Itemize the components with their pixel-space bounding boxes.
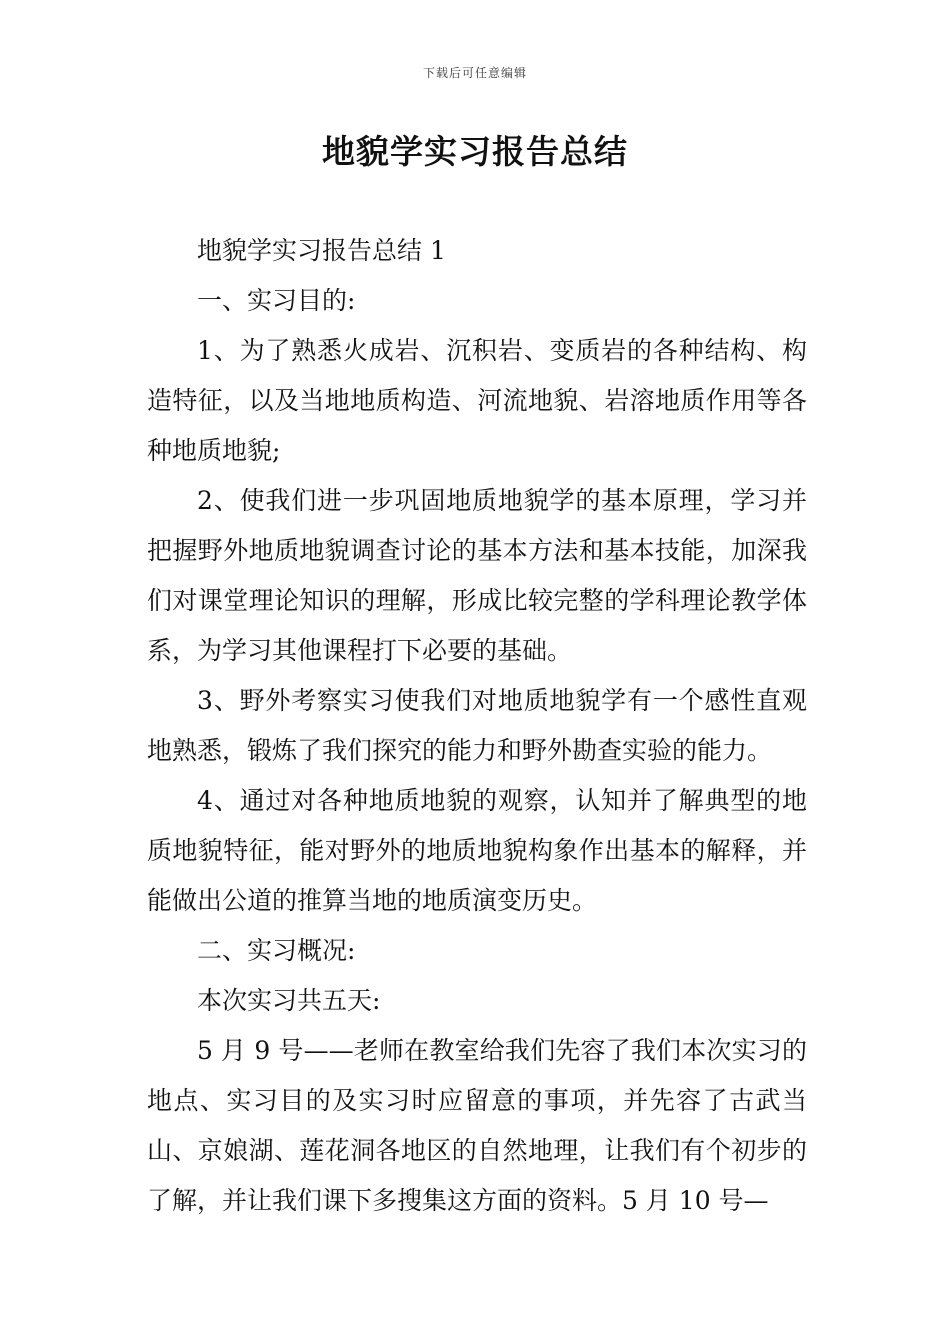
paragraph-duration: 本次实习共五天: [197,986,381,1015]
paragraph-day-1: 5 月 9 号——老师在教室给我们先容了我们本次实习的地点、实习目的及实习时应留意的事项，并先容了古武当山、京娘湖、莲花洞各地区的自然地理，让我们有个初步的了解，并让我们课下多搜集这方面的资料。5 月 10 号— [147,1036,807,1215]
paragraph-purpose-1: 1、为了熟悉火成岩、沉积岩、变质岩的各种结构、构造特征，以及当地地质构造、河流地貌、岩溶地质作用等各种地质地貌; [147,336,807,465]
paragraph-purpose-4: 4、通过对各种地质地貌的观察，认知并了解典型的地质地貌特征，能对野外的地质地貌构象作出基本的解释，并能做出公道的推算当地的地质演变历史。 [147,786,807,915]
section-heading-overview: 二、实习概况: [197,936,356,965]
paragraph-purpose-2: 2、使我们进一步巩固地质地貌学的基本原理，学习并把握野外地质地貌调查讨论的基本方法和基本技能，加深我们对课堂理论知识的理解，形成比较完整的学科理论教学体系，为学习其他课程打下必要的基础。 [147,486,807,665]
document-body [147,226,807,1226]
document-title: 地貌学实习报告总结 [322,132,628,171]
header-note: 下载后可任意编辑 [422,66,527,80]
section-heading-report-1: 地貌学实习报告总结 1 [197,236,446,265]
section-heading-purpose: 一、实习目的: [197,286,356,315]
paragraph-purpose-3: 3、野外考察实习使我们对地质地貌学有一个感性直观地熟悉，锻炼了我们探究的能力和野外勘查实验的能力。 [147,686,807,765]
